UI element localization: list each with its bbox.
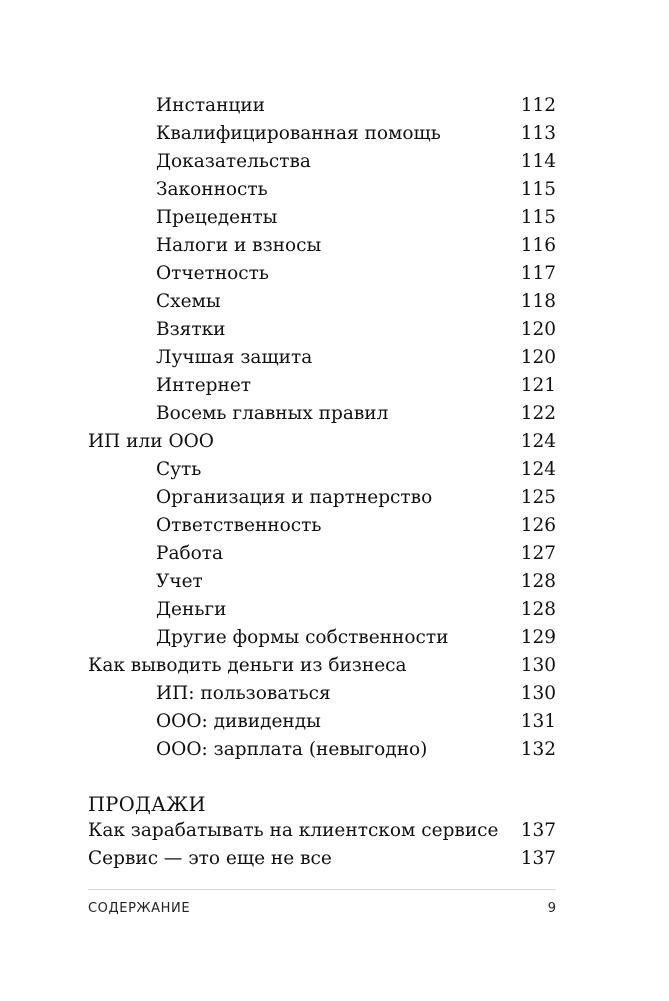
toc-entry bbox=[88, 428, 556, 456]
toc-entry-title: Интернет bbox=[156, 375, 252, 396]
toc-entry-title: Работа bbox=[156, 543, 224, 564]
toc-entry-page: 118 bbox=[520, 291, 556, 312]
toc-entry-page: 127 bbox=[520, 543, 556, 564]
toc-entry-title: Восемь главных правил bbox=[156, 403, 389, 424]
toc-entry-title: Взятки bbox=[156, 319, 226, 340]
toc-entry-title: ИП или ООО bbox=[88, 431, 214, 452]
toc-entry bbox=[88, 400, 556, 428]
toc-entry-page: 131 bbox=[520, 711, 556, 732]
toc-entry-page: 113 bbox=[520, 123, 556, 144]
toc-entry bbox=[88, 176, 556, 204]
toc-entry-page: 120 bbox=[520, 319, 556, 340]
toc-entry bbox=[88, 372, 556, 400]
toc-entry bbox=[88, 624, 556, 652]
toc-entry-title: Прецеденты bbox=[156, 207, 278, 228]
toc-entry bbox=[88, 288, 556, 316]
toc-entry bbox=[88, 260, 556, 288]
toc-entry-page: 125 bbox=[520, 487, 556, 508]
toc-entry-title: Схемы bbox=[156, 291, 221, 312]
toc-entry-page: 114 bbox=[520, 151, 556, 172]
toc-entry bbox=[88, 708, 556, 736]
toc-entry-page: 132 bbox=[520, 739, 556, 760]
toc-entry-page: 115 bbox=[520, 207, 556, 228]
toc-entry bbox=[88, 232, 556, 260]
toc-entry-page: 128 bbox=[520, 571, 556, 592]
toc-entry-page: 130 bbox=[520, 683, 556, 704]
toc-entry-page: 121 bbox=[520, 375, 556, 396]
toc-entry-title: Сервис — это еще не все bbox=[88, 848, 332, 869]
toc-entry bbox=[88, 680, 556, 708]
toc-entry-page: 129 bbox=[520, 627, 556, 648]
toc-entry-title: Законность bbox=[156, 179, 268, 200]
toc-entry bbox=[88, 148, 556, 176]
toc-entry bbox=[88, 204, 556, 232]
toc-entry bbox=[88, 484, 556, 512]
toc-entry-page: 115 bbox=[520, 179, 556, 200]
toc-entry-title: Квалифицированная помощь bbox=[156, 123, 441, 144]
toc-entry bbox=[88, 92, 556, 120]
toc-entry bbox=[88, 316, 556, 344]
section-heading: ПРОДАЖИ bbox=[88, 793, 206, 816]
running-footer-title: СОДЕРЖАНИЕ bbox=[88, 901, 191, 916]
toc-entry-page: 130 bbox=[520, 655, 556, 676]
toc-entry-page: 137 bbox=[520, 848, 556, 869]
toc-entry bbox=[88, 817, 556, 845]
toc-entry-title: Инстанции bbox=[156, 95, 265, 116]
toc-entry bbox=[88, 568, 556, 596]
section-toc bbox=[88, 817, 556, 873]
footer-divider bbox=[88, 889, 556, 890]
toc-entry bbox=[88, 540, 556, 568]
toc-entry-title: Лучшая защита bbox=[156, 347, 313, 368]
toc-entry-page: 126 bbox=[520, 515, 556, 536]
toc-entry-title: Ответственность bbox=[156, 515, 322, 536]
toc-entry-title: Деньги bbox=[156, 599, 227, 620]
toc-entry-title: Налоги и взносы bbox=[156, 235, 322, 256]
toc-entry-title: Как зарабатывать на клиентском сервисе bbox=[88, 820, 499, 841]
toc-entry bbox=[88, 512, 556, 540]
toc-entry bbox=[88, 120, 556, 148]
toc-entry-page: 120 bbox=[520, 347, 556, 368]
toc-entry-title: Отчетность bbox=[156, 263, 269, 284]
toc-entry-page: 122 bbox=[520, 403, 556, 424]
toc-entry-title: ООО: зарплата (невыгодно) bbox=[156, 739, 428, 760]
table-of-contents bbox=[88, 92, 556, 764]
toc-entry-page: 124 bbox=[520, 459, 556, 480]
toc-entry-page: 124 bbox=[520, 431, 556, 452]
toc-entry-page: 137 bbox=[520, 820, 556, 841]
toc-entry bbox=[88, 736, 556, 764]
toc-entry bbox=[88, 652, 556, 680]
toc-entry-page: 128 bbox=[520, 599, 556, 620]
page-number: 9 bbox=[547, 901, 556, 916]
toc-entry bbox=[88, 344, 556, 372]
toc-entry-title: Организация и партнерство bbox=[156, 487, 433, 508]
toc-entry-page: 117 bbox=[520, 263, 556, 284]
toc-entry bbox=[88, 456, 556, 484]
toc-entry bbox=[88, 596, 556, 624]
toc-entry-title: Суть bbox=[156, 459, 202, 480]
toc-entry-title: ООО: дивиденды bbox=[156, 711, 321, 732]
toc-entry-title: Доказательства bbox=[156, 151, 311, 172]
toc-entry-title: Учет bbox=[156, 571, 203, 592]
toc-entry bbox=[88, 845, 556, 873]
toc-entry-title: ИП: пользоваться bbox=[156, 683, 331, 704]
toc-entry-title: Другие формы собственности bbox=[156, 627, 449, 648]
toc-entry-page: 116 bbox=[520, 235, 556, 256]
toc-entry-title: Как выводить деньги из бизнеса bbox=[88, 655, 407, 676]
toc-entry-page: 112 bbox=[520, 95, 556, 116]
